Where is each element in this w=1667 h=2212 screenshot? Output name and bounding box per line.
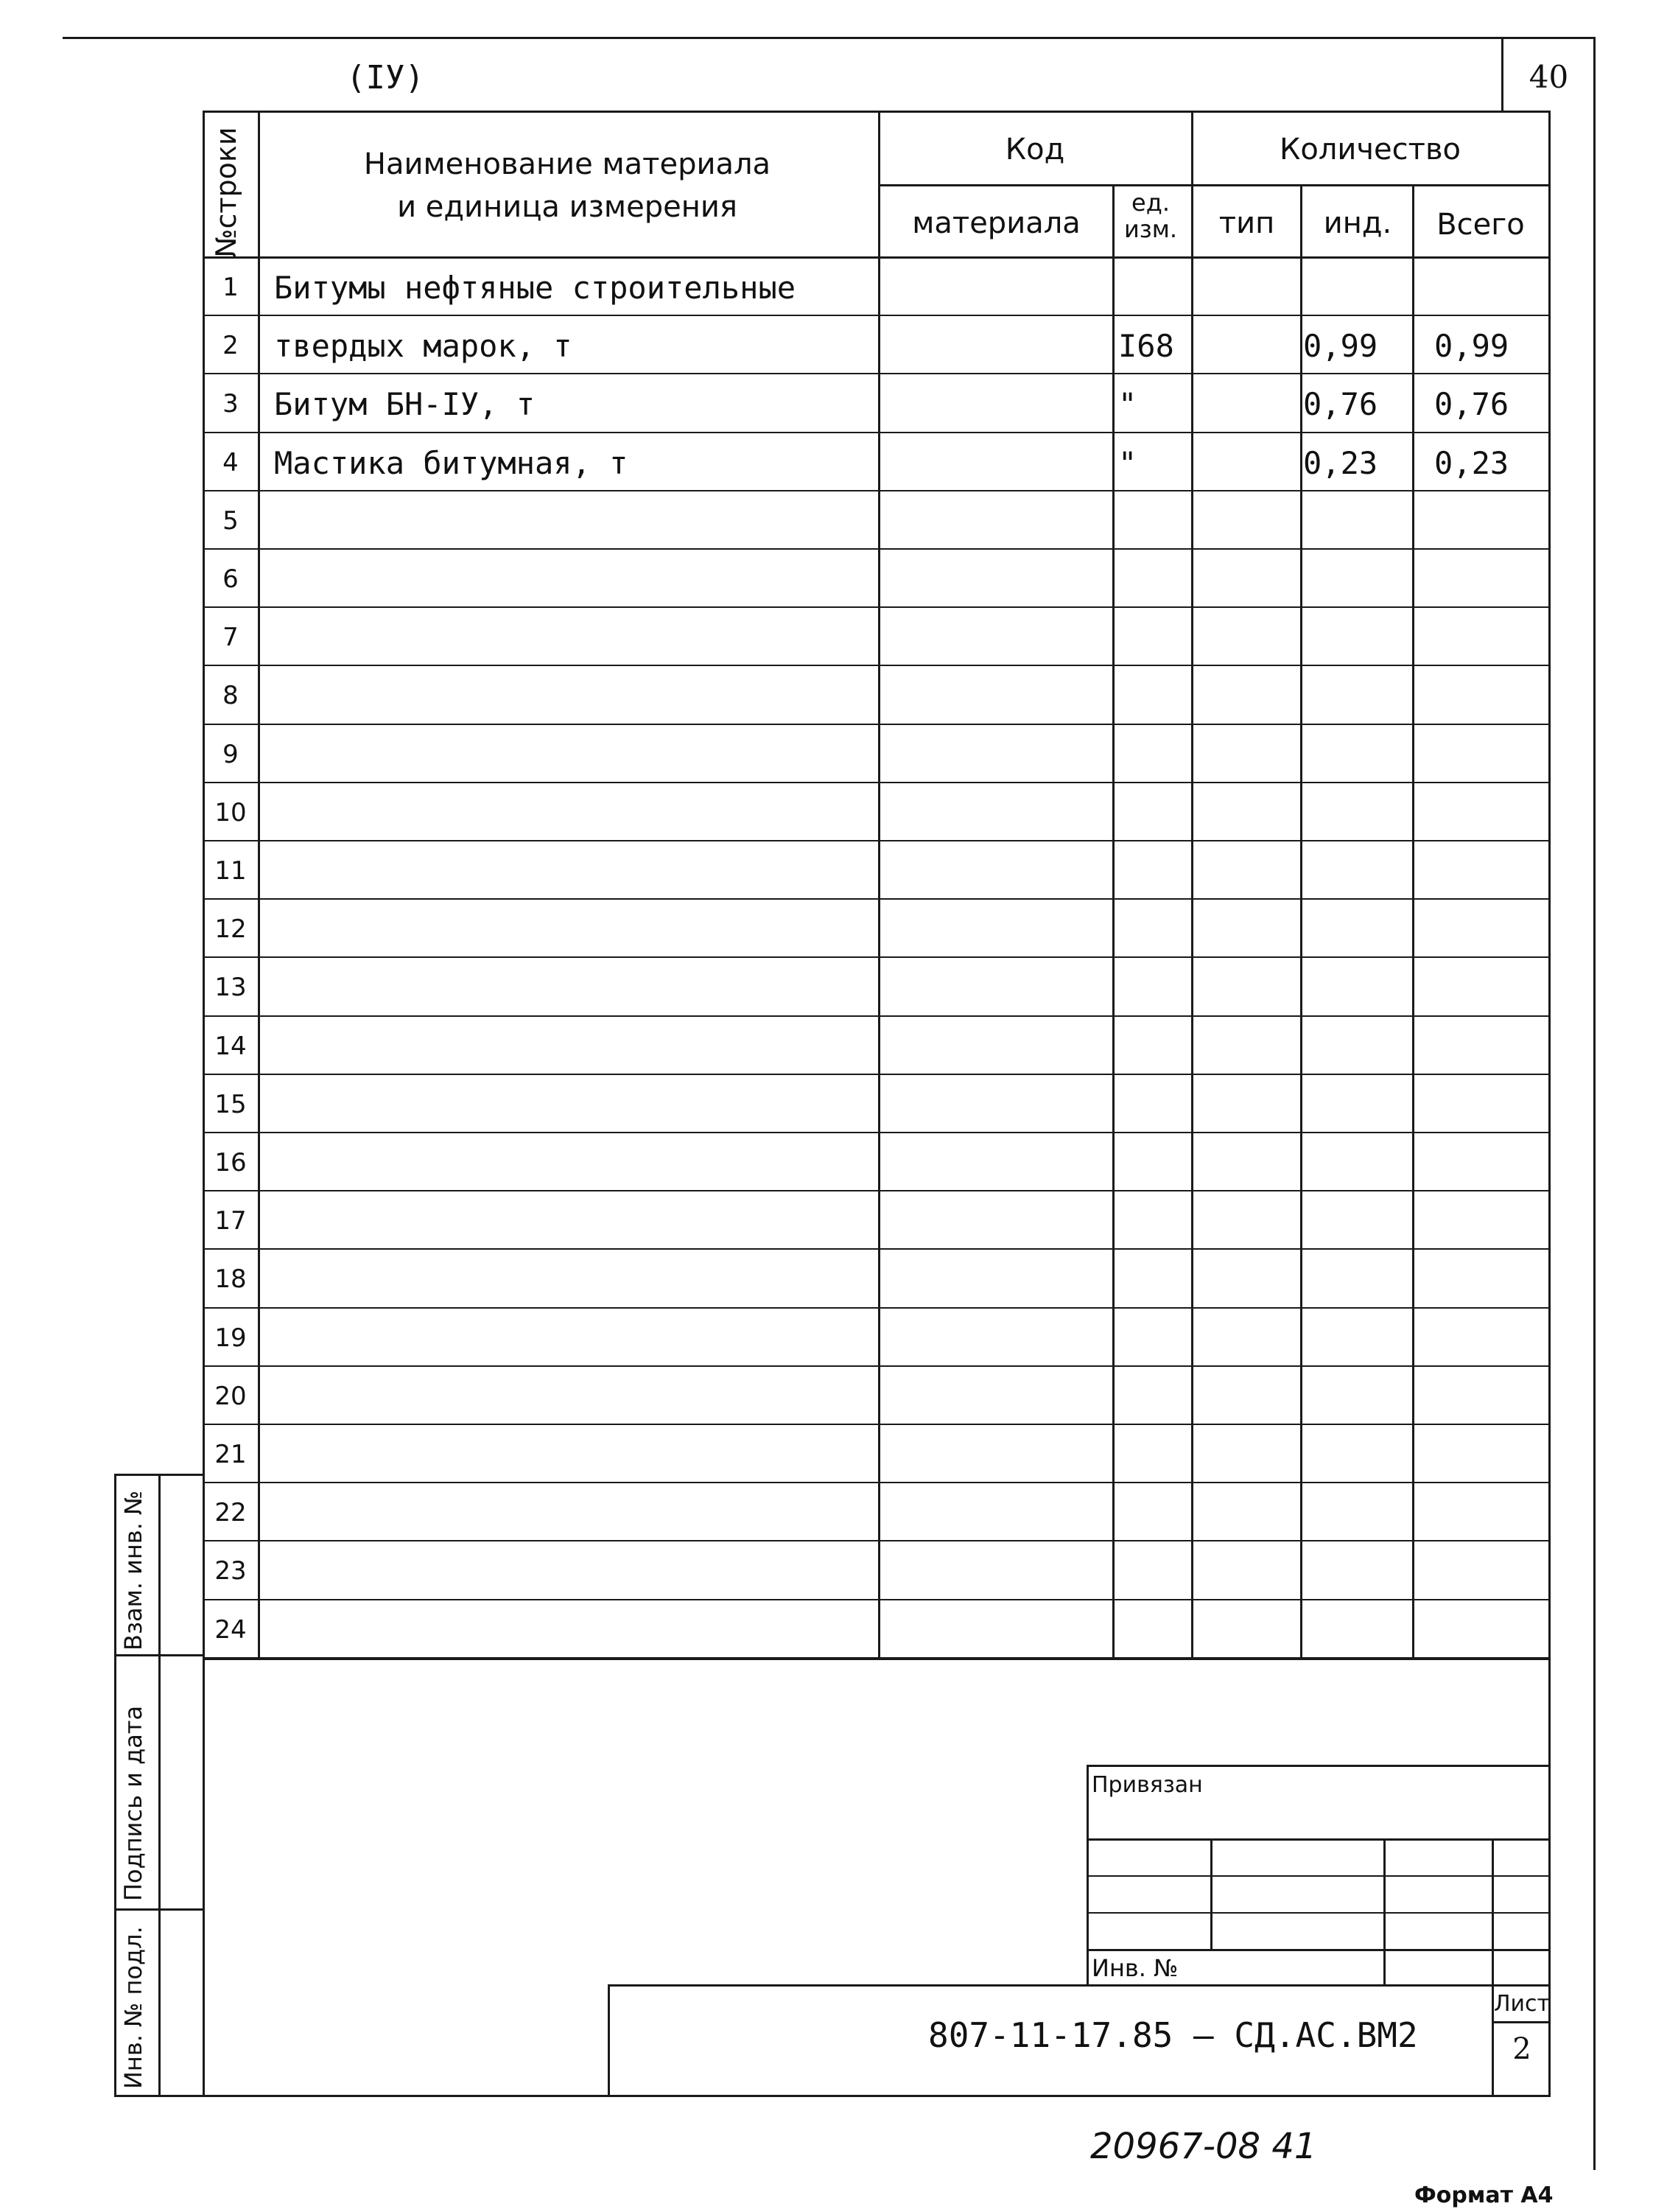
row-line	[203, 432, 1551, 433]
tb-col2	[1383, 1838, 1386, 1986]
col-line-unit	[1112, 184, 1115, 1657]
row-line	[203, 548, 1551, 550]
row-line	[203, 1540, 1551, 1541]
row-line	[203, 606, 1551, 608]
tb-designation-left	[608, 1984, 610, 2096]
header-type: тип	[1218, 206, 1275, 240]
header-unit: ед. изм.	[1123, 189, 1178, 243]
row-number: 24	[214, 1614, 247, 1645]
row-name: Битумы нефтяные строительные	[274, 270, 796, 306]
tb-inv-no: Инв. №	[1092, 1954, 1179, 1982]
row-number: 8	[222, 681, 239, 711]
tb-designation-top	[608, 1984, 1551, 1987]
row-number: 20	[214, 1381, 247, 1411]
row-ind: 0,76	[1303, 386, 1378, 423]
row-ind: 0,99	[1303, 328, 1378, 365]
row-number: 2	[222, 331, 239, 361]
frame-right	[1548, 111, 1551, 2096]
row-number: 5	[222, 505, 239, 536]
row-number: 7	[222, 623, 239, 653]
row-line	[203, 1132, 1551, 1133]
row-number: 13	[214, 973, 247, 1003]
tb-row3	[1087, 1912, 1551, 1914]
tb-sheet-sep	[1492, 2021, 1551, 2023]
row-line	[203, 1482, 1551, 1483]
tb-row1	[1087, 1838, 1551, 1841]
header-material: материала	[912, 206, 1081, 240]
page-number-box-left	[1501, 37, 1503, 113]
row-number: 11	[214, 856, 247, 886]
row-line	[203, 315, 1551, 316]
row-line	[203, 782, 1551, 783]
row-line	[203, 1424, 1551, 1425]
row-line	[203, 1599, 1551, 1600]
footer-handwritten: 20967-08 41	[1090, 2126, 1317, 2167]
row-total: 0,23	[1434, 444, 1509, 481]
header-code-group: Код	[1005, 133, 1065, 167]
row-name: Мастика битумная, т	[274, 444, 628, 481]
side-vzam: Взам. инв. №	[119, 1490, 147, 1651]
row-line	[203, 1307, 1551, 1309]
header-name-line2: и единица измерения	[397, 190, 737, 224]
row-line	[203, 1248, 1551, 1250]
top-border-line	[63, 37, 1595, 39]
row-line	[203, 490, 1551, 491]
row-number: 23	[214, 1556, 247, 1586]
row-name: твердых марок, т	[274, 328, 572, 365]
row-line	[203, 956, 1551, 958]
col-line-ind	[1300, 184, 1302, 1657]
row-line	[203, 898, 1551, 900]
row-line	[203, 1657, 1551, 1660]
row-total: 0,76	[1434, 386, 1509, 423]
side-stamp-bottom	[114, 2095, 205, 2097]
side-stamp-sep2	[114, 1908, 205, 1911]
row-number: 18	[214, 1264, 247, 1295]
header-mid-line	[878, 184, 1548, 186]
row-line	[203, 840, 1551, 841]
row-unit: "	[1118, 386, 1137, 423]
footer-format: Формат А4	[1414, 2183, 1554, 2208]
row-number: 6	[222, 564, 239, 594]
section-label: (IУ)	[346, 59, 424, 97]
header-bottom-line	[203, 256, 1551, 259]
row-line	[203, 1074, 1551, 1075]
row-unit: I68	[1118, 328, 1174, 365]
row-line	[203, 665, 1551, 666]
side-inv-podl: Инв. № подл.	[119, 1926, 147, 2089]
row-number: 19	[214, 1323, 247, 1353]
header-total: Всего	[1436, 208, 1525, 242]
header-quantity-group: Количество	[1279, 133, 1461, 167]
row-number: 21	[214, 1440, 247, 1469]
row-total: 0,99	[1434, 328, 1509, 365]
row-line	[203, 373, 1551, 374]
row-line	[203, 724, 1551, 725]
side-stamp-divider	[158, 1474, 161, 2096]
tb-privyazan: Привязан	[1092, 1772, 1203, 1798]
tb-row2	[1087, 1875, 1551, 1877]
header-row-number: №строки	[210, 127, 242, 258]
row-number: 12	[214, 914, 247, 945]
tb-sheet-label: Лист	[1494, 1991, 1551, 2017]
row-number: 16	[214, 1148, 247, 1177]
row-line	[203, 1365, 1551, 1367]
row-name: Битум БН-IУ, т	[274, 386, 536, 423]
row-line	[203, 1190, 1551, 1191]
row-number: 10	[214, 797, 247, 827]
tb-sheet-value: 2	[1512, 2032, 1531, 2066]
row-line	[203, 1015, 1551, 1017]
side-stamp-left	[114, 1474, 116, 2096]
row-unit: "	[1118, 444, 1137, 481]
tb-row4	[1087, 1949, 1551, 1951]
tb-designation: 807-11-17.85 – СД.АС.ВМ2	[928, 2015, 1418, 2055]
row-number: 15	[214, 1089, 247, 1119]
side-podpis: Подпись и дата	[119, 1705, 147, 1901]
frame-bottom	[203, 2095, 1551, 2097]
row-number: 9	[222, 739, 239, 769]
row-number: 14	[214, 1031, 247, 1061]
row-number: 3	[222, 389, 239, 419]
frame-top	[203, 111, 1551, 113]
row-number: 1	[222, 273, 239, 302]
row-number: 4	[222, 447, 239, 477]
side-stamp-top	[114, 1474, 205, 1476]
header-name-line1: Наименование материала	[363, 147, 771, 181]
page-number: 40	[1529, 59, 1569, 95]
tb-top	[1087, 1765, 1551, 1767]
row-number: 17	[214, 1206, 247, 1236]
right-frame-line	[1593, 37, 1596, 2170]
side-stamp-sep1	[114, 1654, 205, 1656]
col-line-total	[1412, 184, 1414, 1657]
tb-col1	[1210, 1838, 1212, 1950]
row-ind: 0,23	[1303, 444, 1378, 481]
header-ind: инд.	[1323, 206, 1392, 240]
row-number: 22	[214, 1498, 247, 1528]
